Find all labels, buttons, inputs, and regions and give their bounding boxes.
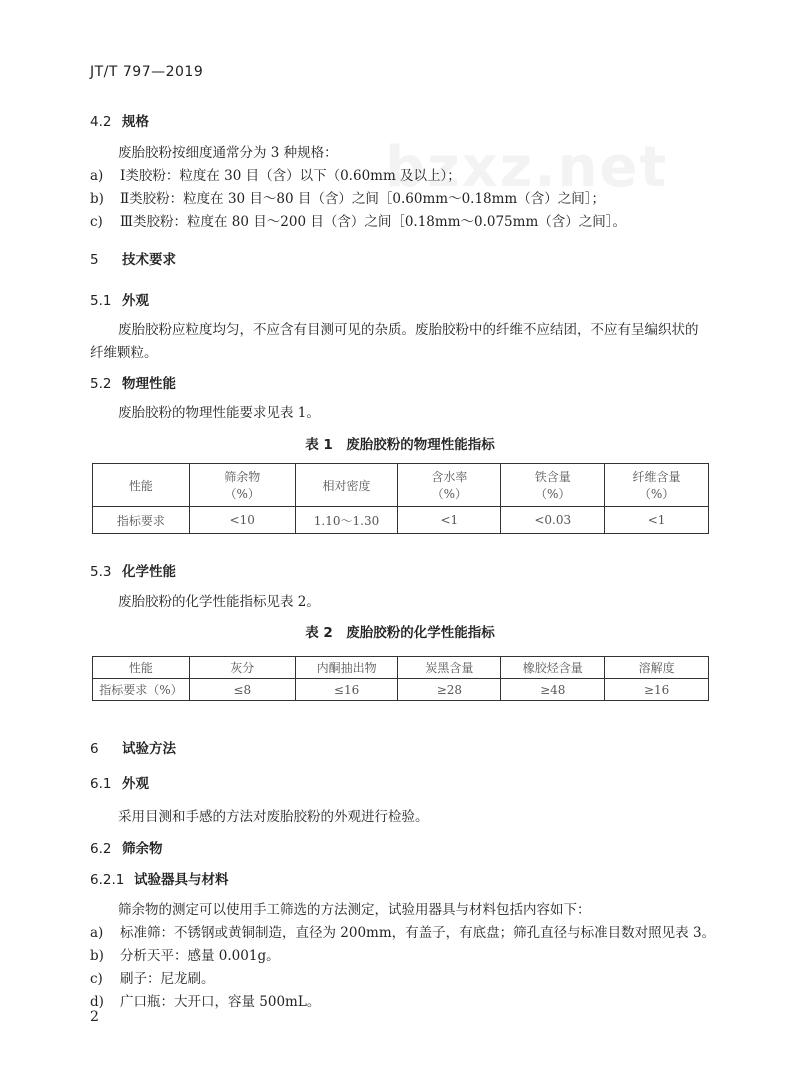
physical-properties-table [92, 463, 709, 534]
t1-h-iron: 铁含量 （%） [501, 464, 605, 507]
t1-h-sieve-residue: 筛余物 （%） [189, 464, 295, 507]
watermark: bzxz.net [385, 135, 669, 200]
apparatus-intro: 筛余物的测定可以使用手工筛选的方法测定，试验用器具与材料包括内容如下： [118, 902, 591, 918]
appearance-para-line1: 废胎胶粉应粒度均匀，不应含有目测可见的杂质。废胎胶粉中的纤维不应结团，不应有呈编织状的 [118, 322, 699, 338]
t2-v-label: 指标要求（%） [93, 679, 190, 701]
apparatus-item-c: c) 刷子：尼龙刷。 [90, 971, 215, 987]
table-2-header-row [93, 657, 709, 679]
t1-h-relative-density: 相对密度 [295, 464, 398, 507]
t2-v-rubber-hydrocarbon: ≥48 [501, 679, 605, 701]
appearance-para-line2: 纤维颗粒。 [90, 345, 158, 361]
heading-5-2: 5.2 物理性能 [90, 376, 176, 392]
spec-item-a: a) Ⅰ类胶粉：粒度在 30 目（含）以下（0.60mm 及以上）； [90, 168, 461, 184]
heading-4-2: 4.2 规格 [90, 114, 149, 130]
t2-h-ash: 灰分 [189, 657, 295, 679]
t1-h-property: 性能 [93, 464, 190, 507]
t2-v-carbon-black: ≥28 [398, 679, 501, 701]
spec-item-c: c) Ⅲ类胶粉：粒度在 80 目～200 目（含）之间［0.18mm～0.075mm（含）之间］。 [90, 214, 626, 230]
spec-intro: 废胎胶粉按细度通常分为 3 种规格： [118, 145, 338, 161]
t2-h-solubility: 溶解度 [605, 657, 709, 679]
heading-6-2-1: 6.2.1 试验器具与材料 [90, 872, 229, 888]
t1-v-fiber: <1 [605, 507, 709, 534]
table-1-header-row [93, 464, 709, 507]
t2-v-solubility: ≥16 [605, 679, 709, 701]
table-1-value-row [93, 507, 709, 534]
physical-para: 废胎胶粉的物理性能要求见表 1。 [118, 405, 320, 421]
t2-v-ash: ≤8 [189, 679, 295, 701]
standard-code-header: JT/T 797—2019 [90, 64, 204, 80]
t1-v-relative-density: 1.10～1.30 [295, 507, 398, 534]
chemical-properties-table [92, 656, 709, 701]
apparatus-item-b: b) 分析天平：感量 0.001g。 [90, 948, 280, 964]
heading-5-3: 5.3 化学性能 [90, 564, 176, 580]
table-2-value-row [93, 679, 709, 701]
heading-6: 6 试验方法 [90, 741, 176, 757]
appearance-test-para: 采用目测和手感的方法对废胎胶粉的外观进行检验。 [118, 809, 429, 825]
t2-v-acetone-extract: ≤16 [295, 679, 398, 701]
chemical-para: 废胎胶粉的化学性能指标见表 2。 [118, 594, 320, 610]
t2-h-acetone-extract: 内酮抽出物 [295, 657, 398, 679]
heading-6-2: 6.2 筛余物 [90, 841, 163, 857]
t2-h-property: 性能 [93, 657, 190, 679]
t2-h-rubber-hydrocarbon: 橡胶烃含量 [501, 657, 605, 679]
t1-v-moisture: <1 [398, 507, 501, 534]
page-number: 2 [90, 1009, 99, 1025]
heading-5: 5 技术要求 [90, 252, 176, 268]
t1-h-moisture: 含水率 （%） [398, 464, 501, 507]
t1-v-iron: <0.03 [501, 507, 605, 534]
apparatus-item-a: a) 标准筛：不锈钢或黄铜制造，直径为 200mm，有盖子，有底盘；筛孔直径与标准目数对照见表 3。 [90, 925, 716, 941]
apparatus-item-d: d) 广口瓶：大开口，容量 500mL。 [90, 994, 321, 1010]
heading-6-1: 6.1 外观 [90, 776, 149, 792]
heading-5-1: 5.1 外观 [90, 293, 149, 309]
table-1-caption: 表 1 废胎胶粉的物理性能指标 [305, 437, 495, 453]
t2-h-carbon-black: 炭黑含量 [398, 657, 501, 679]
t1-v-sieve-residue: <10 [189, 507, 295, 534]
table-2-caption: 表 2 废胎胶粉的化学性能指标 [305, 625, 495, 641]
spec-item-b: b) Ⅱ类胶粉：粒度在 30 目～80 目（含）之间［0.60mm～0.18mm（含）之间］； [90, 191, 605, 207]
t1-v-label: 指标要求 [93, 507, 190, 534]
t1-h-fiber: 纤维含量 （%） [605, 464, 709, 507]
